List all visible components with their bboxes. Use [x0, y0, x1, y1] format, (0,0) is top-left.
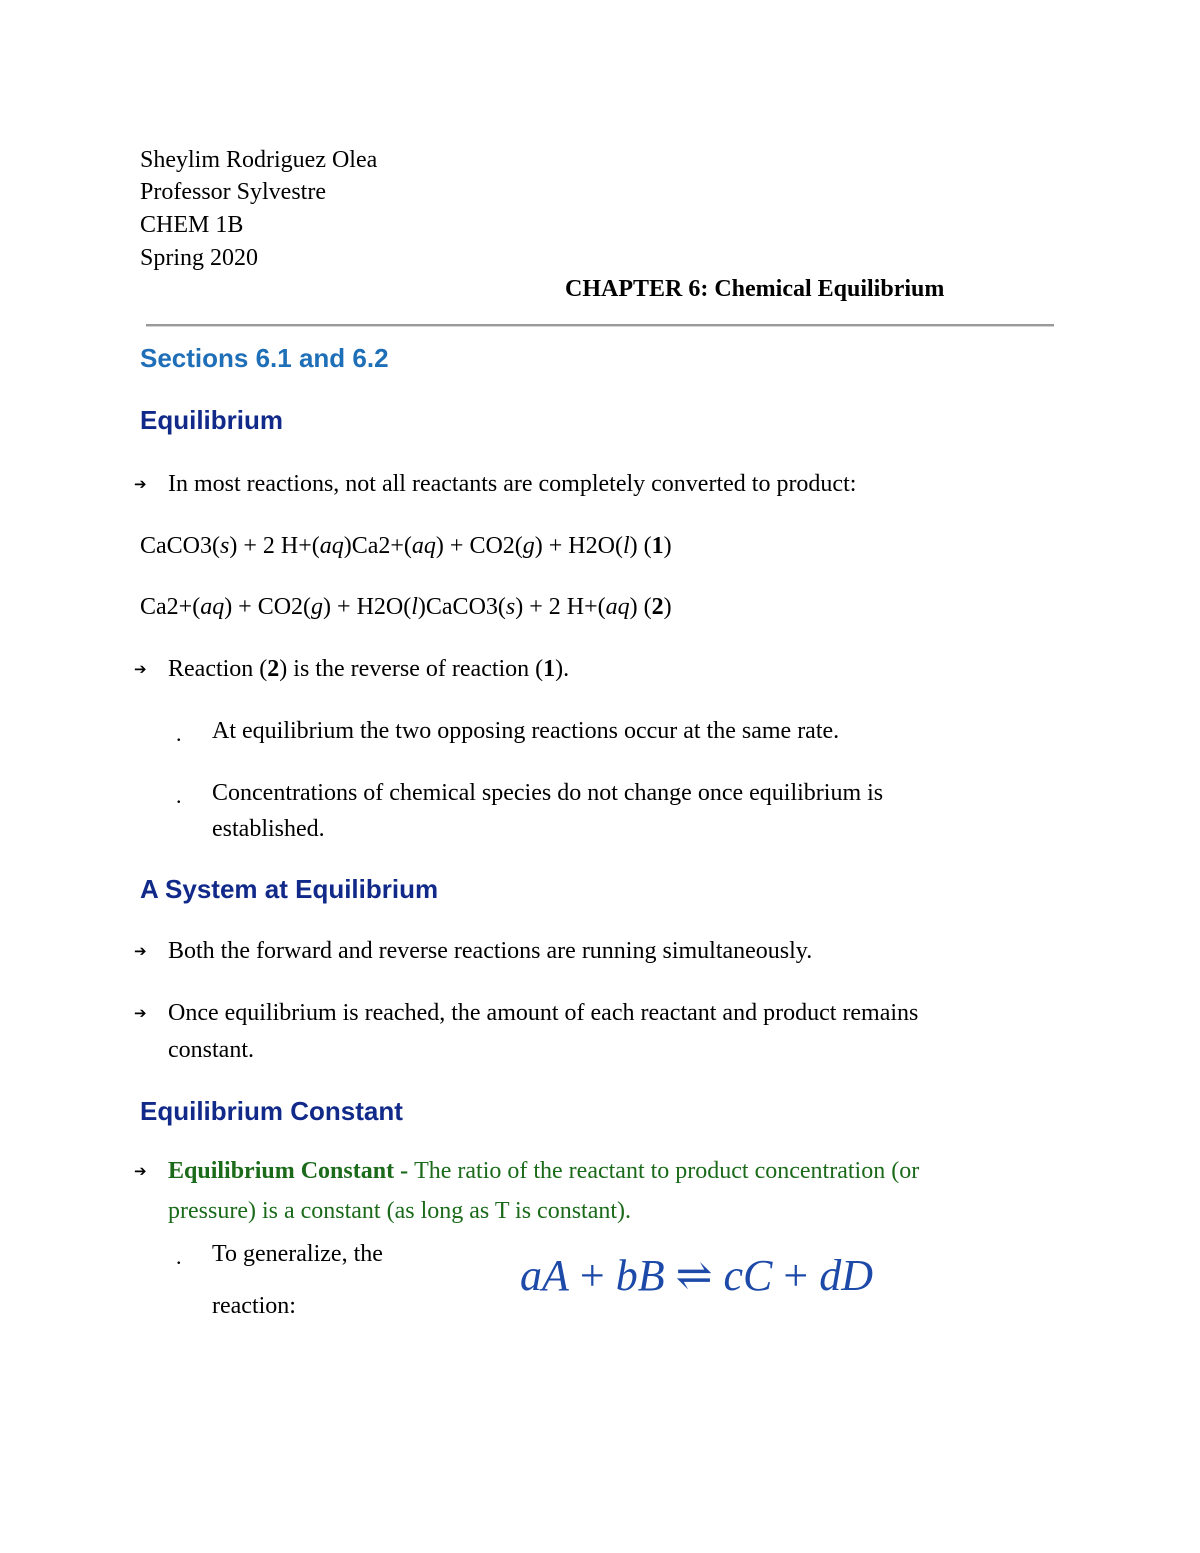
definition-term: Equilibrium Constant: [168, 1158, 395, 1184]
dot-bullet-icon: .: [176, 783, 182, 808]
arrow-bullet-icon: ➔: [134, 1004, 147, 1022]
professor-name: Professor Sylvestre: [140, 179, 326, 205]
dot-bullet-icon: .: [176, 721, 182, 746]
bullet-text: In most reactions, not all reactants are completely converted to product:: [168, 471, 857, 497]
bullet-text: Once equilibrium is reached, the amount of each reactant and product remains: [168, 1000, 919, 1026]
arrow-bullet-icon: ➔: [134, 942, 147, 960]
sub-bullet-text-continued: reaction:: [212, 1293, 296, 1319]
definition-text-continued: pressure) is a constant (as long as T is constant).: [168, 1198, 632, 1224]
chapter-title: CHAPTER 6: Chemical Equilibrium: [565, 276, 945, 302]
sections-heading: Sections 6.1 and 6.2: [140, 343, 389, 373]
dot-bullet-icon: .: [176, 1244, 182, 1269]
definition-text: Equilibrium Constant - The ratio of the reactant to product concentration (or: [168, 1158, 920, 1184]
bullet-text: Reaction (2) is the reverse of reaction (1).: [168, 656, 570, 682]
bullet-text-continued: constant.: [168, 1037, 254, 1063]
horizontal-rule: [146, 324, 1054, 327]
system-heading: A System at Equilibrium: [140, 874, 439, 904]
bullet-text: Both the forward and reverse reactions are running simultaneously.: [168, 938, 813, 964]
sub-bullet-text-continued: established.: [212, 816, 325, 842]
reaction-label: (1): [643, 533, 672, 559]
general-reaction-equation: aA + bB ⇌ cC + dD: [520, 1251, 873, 1300]
sub-bullet-text: At equilibrium the two opposing reactions occur at the same rate.: [212, 718, 840, 744]
reaction-equation-1: CaCO3(s) + 2 H+(aq)Ca2+(aq) + CO2(g) + H2O(l) (1): [140, 533, 672, 559]
arrow-bullet-icon: ➔: [134, 660, 147, 678]
course-code: CHEM 1B: [140, 212, 244, 238]
equilibrium-arrow-icon: ⇌: [664, 1251, 724, 1300]
sub-bullet-text: Concentrations of chemical species do not change once equilibrium is: [212, 780, 884, 806]
reaction-label: (2): [643, 594, 672, 620]
constant-heading: Equilibrium Constant: [140, 1096, 403, 1126]
reaction-equation-2: Ca2+(aq) + CO2(g) + H2O(l)CaCO3(s) + 2 H+(aq) (2): [140, 594, 672, 620]
term: Spring 2020: [140, 245, 259, 271]
arrow-bullet-icon: ➔: [134, 475, 147, 493]
equilibrium-heading: Equilibrium: [140, 405, 283, 435]
sub-bullet-text: To generalize, the: [212, 1241, 383, 1267]
author-name: Sheylim Rodriguez Olea: [140, 147, 378, 173]
arrow-bullet-icon: ➔: [134, 1162, 147, 1180]
